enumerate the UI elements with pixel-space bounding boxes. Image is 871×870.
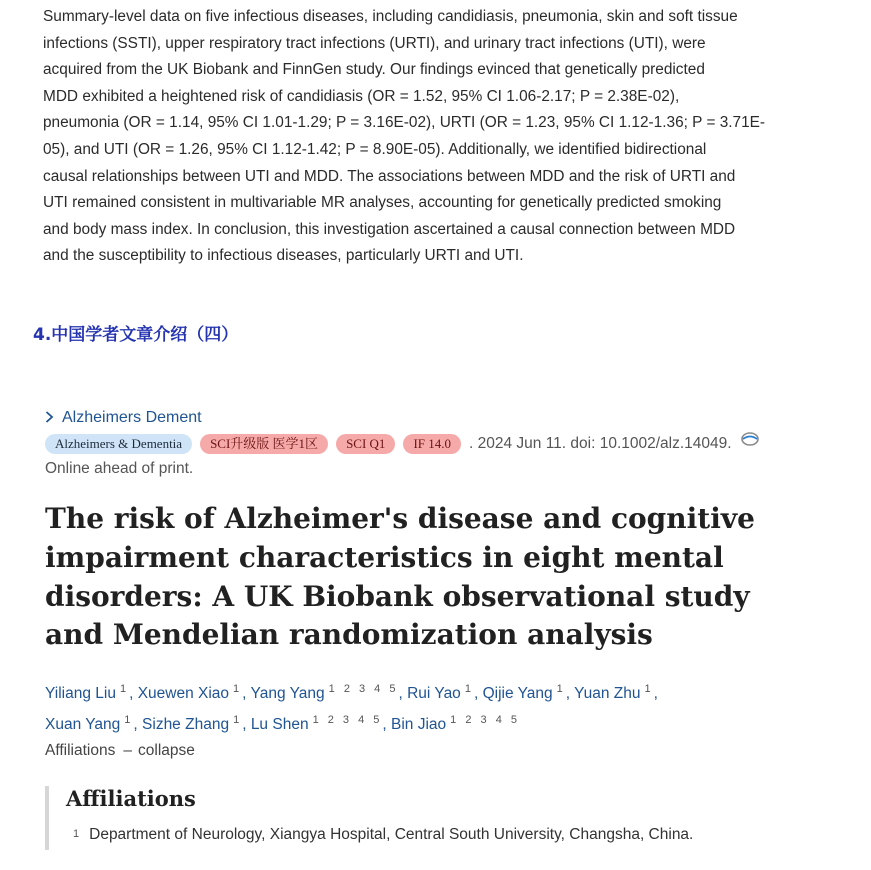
affiliations-heading: Affiliations [66, 786, 196, 811]
abstract-line: and the susceptibility to infectious diseases, particularly URTI and UTI. [43, 247, 524, 265]
affiliations-toggle[interactable] [45, 742, 195, 760]
author-affiliation-refs[interactable]: 1 2 3 4 5 [450, 714, 520, 727]
author-item: Xuan Yang $^1$, [45, 714, 143, 734]
author-link[interactable]: Bin Jiao [391, 716, 447, 734]
abstract-line: and body mass index. In conclusion, this investigation ascertained a causal connection between MDD [43, 220, 736, 238]
journal-badges [45, 434, 758, 454]
author-line [45, 707, 805, 738]
author-item: Yuan Zhu $^1$, [574, 683, 658, 703]
affiliations-panel [45, 786, 809, 850]
collapse-icon: – [123, 742, 132, 759]
author-item [391, 716, 520, 733]
article-title: The risk of Alzheimer's disease and cognitive impairment characteristics in eight mental disorders: A UK Biobank observational study and Mendelian randomization analysis [45, 502, 755, 652]
journal-link-label: Alzheimers Dement [62, 409, 202, 426]
author-link[interactable]: Qijie Yang [482, 685, 553, 703]
author-link[interactable]: Yiliang Liu [45, 685, 116, 703]
publication-status: Online ahead of print. [45, 460, 194, 477]
journal-name-badge[interactable]: Alzheimers & Dementia [45, 434, 192, 454]
author-affiliation-refs[interactable]: 1 [233, 683, 243, 695]
abstract-text [43, 4, 843, 270]
citation-text: . 2024 Jun 11. doi: 10.1002/alz.14049. [469, 435, 732, 452]
affiliation-item [73, 826, 693, 844]
affiliations-toggle-action: collapse [138, 742, 195, 759]
author-list [45, 676, 805, 738]
author-item: Yang Yang $^{1 2 3 4 5}$, [250, 683, 408, 703]
author-affiliation-refs[interactable]: 1 [556, 683, 566, 695]
author-affiliation-refs[interactable]: 1 [233, 714, 243, 727]
abstract-line: MDD exhibited a heightened risk of candidiasis (OR = 1.52, 95% CI 1.06-2.17; P = 2.38E-02), [43, 87, 680, 105]
author-item: Rui Yao $^1$, [407, 683, 483, 703]
impact-factor-badge[interactable]: IF 14.0 [403, 434, 461, 454]
author-link[interactable]: Yuan Zhu [574, 685, 641, 703]
abstract-line: acquired from the UK Biobank and FinnGen study. Our findings evinced that genetically predicted [43, 61, 705, 79]
author-affiliation-refs[interactable]: 1 [644, 683, 654, 695]
chevron-right-icon [45, 410, 54, 427]
affiliation-number: 1 [73, 828, 80, 840]
author-link[interactable]: Lu Shen [250, 716, 309, 734]
affiliations-toggle-label: Affiliations [45, 742, 116, 759]
abstract-line: pneumonia (OR = 1.14, 95% CI 1.01-1.29; P = 3.16E-02), URTI (OR = 1.23, 95% CI 1.12-1.36; P = 3.71E- [43, 114, 766, 132]
abstract-line: UTI remained consistent in multivariable MR analyses, accounting for genetically predicted smoking [43, 194, 722, 212]
author-item: Sizhe Zhang $^1$, [142, 714, 251, 734]
sci-quartile-badge[interactable]: SCI Q1 [336, 434, 395, 454]
author-affiliation-refs[interactable]: 1 [124, 714, 134, 727]
abstract-line: infections (SSTI), upper respiratory tract infections (URTI), and urinary tract infections (UTI), were [43, 34, 706, 52]
author-link[interactable]: Xuan Yang [45, 716, 121, 734]
doi-link-icon[interactable] [740, 431, 758, 445]
author-affiliation-refs[interactable]: 1 2 3 4 5 [328, 683, 399, 695]
author-affiliation-refs[interactable]: 1 [119, 683, 130, 695]
author-line [45, 676, 805, 707]
author-affiliation-refs[interactable]: 1 [464, 683, 474, 695]
abstract-line: Summary-level data on five infectious diseases, including candidiasis, pneumonia, skin and soft tissue [43, 8, 738, 25]
section-title: 4.中国学者文章介绍（四） [33, 325, 239, 345]
abstract-line: causal relationships between UTI and MDD. The associations between MDD and the risk of URTI and [43, 167, 736, 185]
author-item: Xuewen Xiao $^1$, [137, 683, 251, 703]
sci-zone-badge[interactable]: SCI升级版 医学1区 [200, 434, 328, 454]
journal-link[interactable] [45, 409, 202, 427]
author-item: Lu Shen $^{1 2 3 4 5}$, [250, 714, 392, 734]
author-link[interactable]: Yang Yang [250, 685, 325, 703]
author-link[interactable]: Rui Yao [407, 685, 461, 703]
author-item: Yiliang Liu $^1$, [45, 683, 138, 703]
author-link[interactable]: Sizhe Zhang [142, 716, 230, 734]
author-item: Qijie Yang $^1$, [482, 683, 575, 703]
abstract-line: 05), and UTI (OR = 1.26, 95% CI 1.12-1.42; P = 8.90E-05). Additionally, we identified bidirectional [43, 140, 707, 158]
affiliation-text: Department of Neurology, Xiangya Hospital, Central South University, Changsha, China. [89, 826, 694, 843]
author-link[interactable]: Xuewen Xiao [137, 685, 230, 703]
author-affiliation-refs[interactable]: 1 2 3 4 5 [312, 714, 383, 727]
